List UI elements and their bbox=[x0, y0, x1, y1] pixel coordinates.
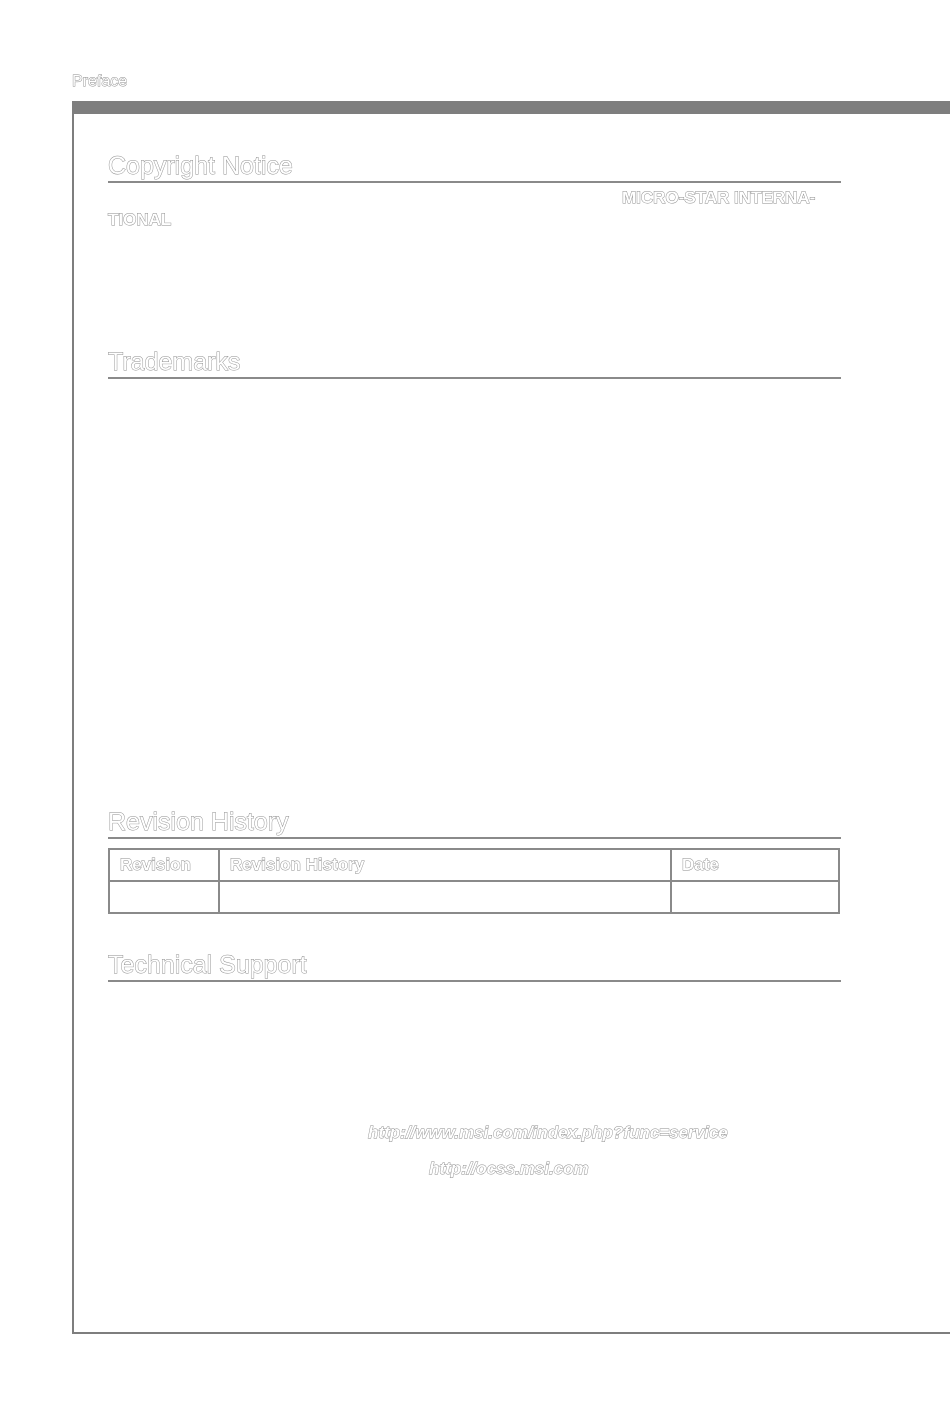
service-link[interactable]: http://www.msi.com/index.php?func=service bbox=[368, 1123, 728, 1142]
technical-support-heading: Technical Support bbox=[108, 950, 841, 982]
running-header: Preface bbox=[72, 73, 128, 90]
column-header-revision: Revision bbox=[109, 849, 219, 881]
revision-history-heading: Revision History bbox=[108, 807, 841, 839]
copyright-notice-heading: Copyright Notice bbox=[108, 151, 841, 183]
table-cell-revision bbox=[109, 881, 219, 913]
header-bar bbox=[72, 101, 950, 114]
left-margin-rule bbox=[72, 101, 74, 1334]
ocss-link[interactable]: http://ocss.msi.com bbox=[429, 1159, 589, 1178]
company-name-line1: MICRO-STAR INTERNA- bbox=[622, 188, 816, 207]
table-cell-date bbox=[671, 881, 839, 913]
column-header-revision-history: Revision History bbox=[219, 849, 671, 881]
column-header-date: Date bbox=[671, 849, 839, 881]
company-name-line2: TIONAL bbox=[108, 210, 172, 229]
table-row bbox=[109, 881, 839, 913]
bottom-rule bbox=[72, 1332, 950, 1334]
table-cell-revision-history bbox=[219, 881, 671, 913]
revision-history-table bbox=[108, 848, 840, 914]
table-header-row bbox=[109, 849, 839, 881]
trademarks-heading: Trademarks bbox=[108, 347, 841, 379]
